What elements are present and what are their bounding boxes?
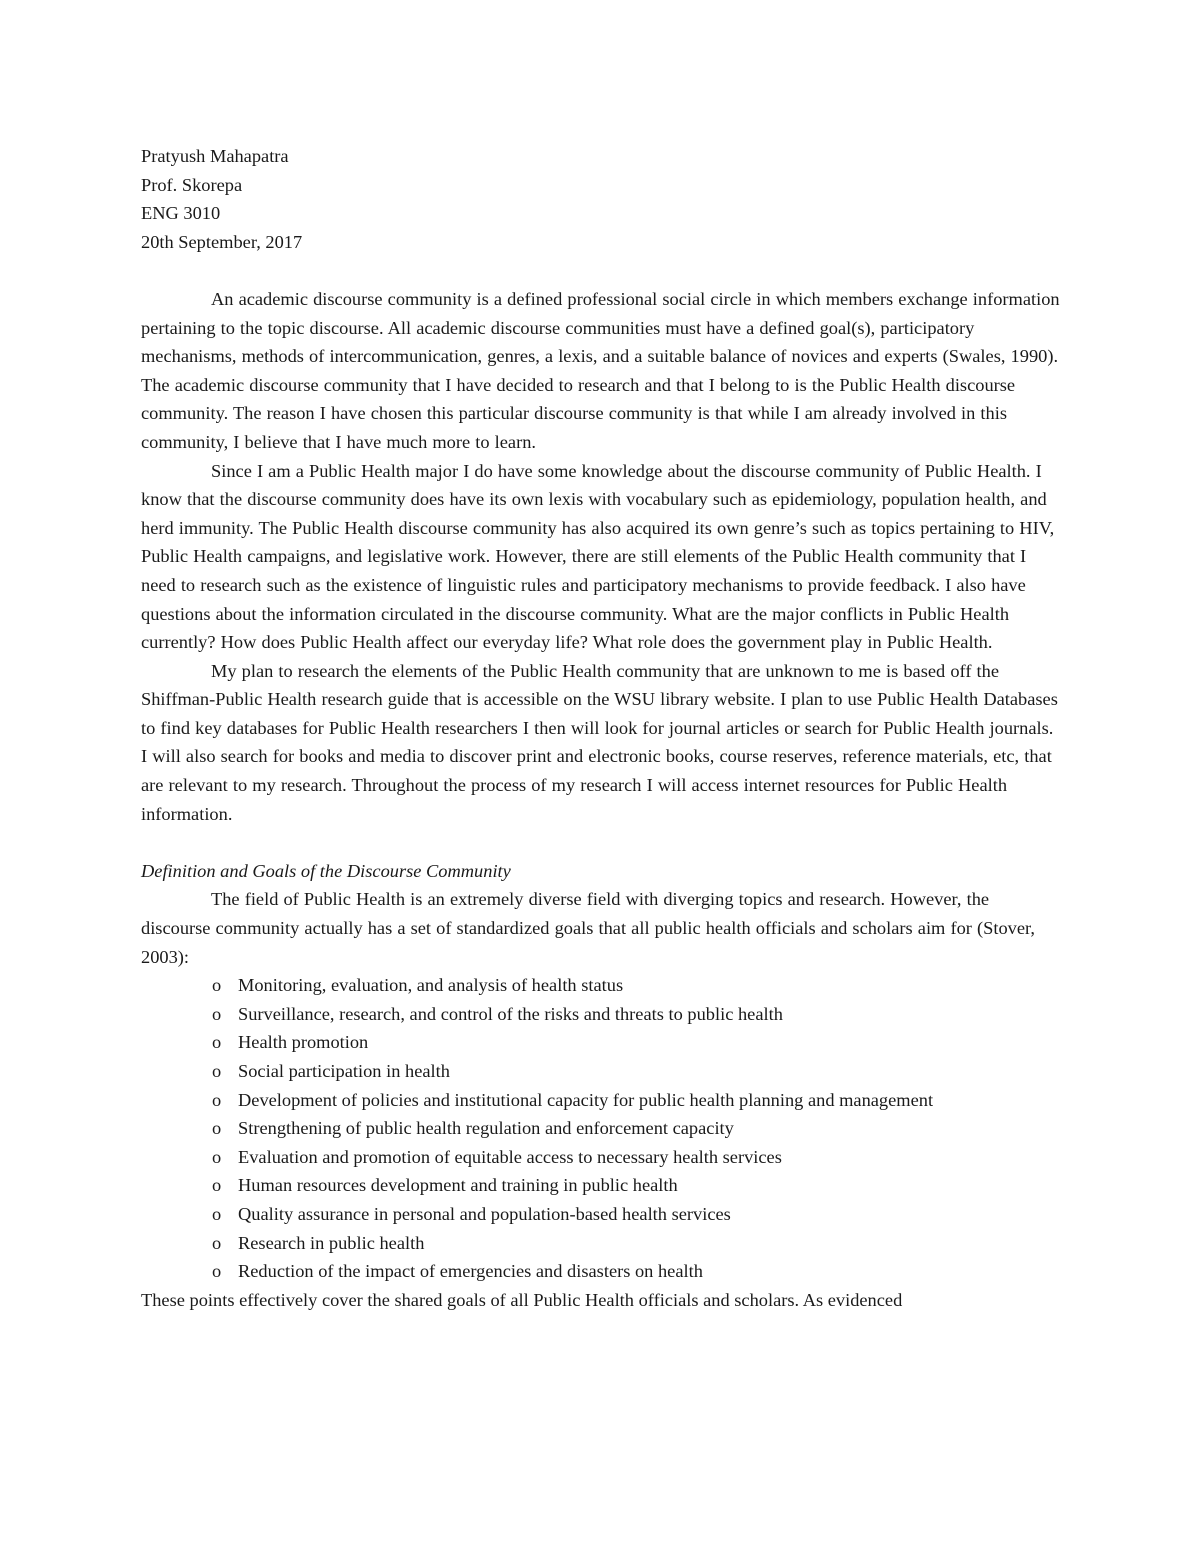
blank-line	[141, 828, 1061, 857]
document-body	[141, 142, 1061, 1314]
goal-text: Social participation in health	[238, 1061, 450, 1081]
bullet-marker: o	[212, 975, 222, 996]
bullet-marker: o	[212, 1261, 222, 1282]
list-item	[141, 1200, 1061, 1229]
goal-text: Human resources development and training in public health	[238, 1175, 678, 1196]
author-name: Pratyush Mahapatra	[141, 146, 289, 166]
list-item	[141, 1171, 1061, 1200]
goals-list	[141, 971, 1061, 1286]
bullet-marker: o	[212, 1175, 222, 1196]
bullet-marker: o	[212, 1118, 222, 1139]
goal-text: Evaluation and promotion of equitable access to necessary health services	[238, 1146, 782, 1167]
list-item	[141, 1028, 1061, 1057]
list-item	[141, 1086, 1061, 1115]
course-code: ENG 3010	[141, 203, 221, 224]
intro-paragraph-1: An academic discourse community is a defined professional social circle in which members exchange information pertaining to the topic discourse. All academic discourse communities must have a defined goal(s), participatory mechanisms, methods of intercommunication, genres, a lexis, and a suitable balance of novices and experts (Swales, 1990). The academic discourse community that I have decided to research and that I belong to is the Public Health discourse community. The reason I have chosen this particular discourse community is that while I am already involved in this community, I believe that I have much more to learn.	[141, 288, 1060, 452]
bullet-marker: o	[212, 1146, 222, 1167]
section-paragraph: The field of Public Health is an extremely diverse field with diverging topics and research. However, the discourse community actually has a set of standardized goals that all public health officials and scholars aim for (Stover, 2003):	[141, 889, 1035, 967]
date: 20th September, 2017	[141, 231, 303, 252]
list-item	[141, 1229, 1061, 1258]
goal-text: Strengthening of public health regulation and enforcement capacity	[238, 1118, 734, 1139]
intro-paragraph-3: My plan to research the elements of the Public Health community that are unknown to me is based off the Shiffman-Public Health research guide that is accessible on the WSU library website. I plan to use Public Health Databases to find key databases for Public Health researchers I then will look for journal articles or search for Public Health journals. I will also search for books and media to discover print and electronic books, course reserves, reference materials, etc, that are relevant to my research. Throughout the process of my research I will access internet resources for Public Health information.	[141, 660, 1058, 824]
goal-text: Quality assurance in personal and population-based health services	[238, 1203, 731, 1224]
closing-line: These points effectively cover the shared goals of all Public Health officials and scholars. As evidenced	[141, 1289, 903, 1310]
header-block	[141, 142, 1061, 256]
bullet-marker: o	[212, 1061, 222, 1081]
goal-text: Reduction of the impact of emergencies and disasters on health	[238, 1261, 703, 1282]
list-item	[141, 1143, 1061, 1172]
section-heading: Definition and Goals of the Discourse Community	[141, 860, 511, 881]
bullet-marker: o	[212, 1232, 222, 1253]
list-item	[141, 1114, 1061, 1143]
blank-line	[141, 256, 1061, 285]
list-item	[141, 1000, 1061, 1029]
list-item	[141, 1057, 1061, 1086]
list-item	[141, 1257, 1061, 1286]
goal-text: Development of policies and institutional capacity for public health planning and management	[238, 1089, 934, 1110]
bullet-marker: o	[212, 1089, 222, 1110]
goal-text: Monitoring, evaluation, and analysis of health status	[238, 975, 624, 996]
goal-text: Health promotion	[238, 1032, 369, 1053]
list-item	[141, 971, 1061, 1000]
bullet-marker: o	[212, 1203, 222, 1224]
bullet-marker: o	[212, 1003, 222, 1024]
bullet-marker: o	[212, 1032, 222, 1053]
goal-text: Surveillance, research, and control of the risks and threats to public health	[238, 1003, 783, 1024]
intro-paragraph-2: Since I am a Public Health major I do have some knowledge about the discourse community of Public Health. I know that the discourse community does have its own lexis with vocabulary such as epidemiology, population health, and herd immunity. The Public Health discourse community has also acquired its own genre’s such as topics pertaining to HIV, Public Health campaigns, and legislative work. However, there are still elements of the Public Health community that I need to research such as the existence of linguistic rules and participatory mechanisms to provide feedback. I also have questions about the information circulated in the discourse community. What are the major conflicts in Public Health currently? How does Public Health affect our everyday life? What role does the government play in Public Health.	[141, 460, 1055, 653]
professor-name: Prof. Skorepa	[141, 174, 243, 195]
goal-text: Research in public health	[238, 1232, 425, 1253]
